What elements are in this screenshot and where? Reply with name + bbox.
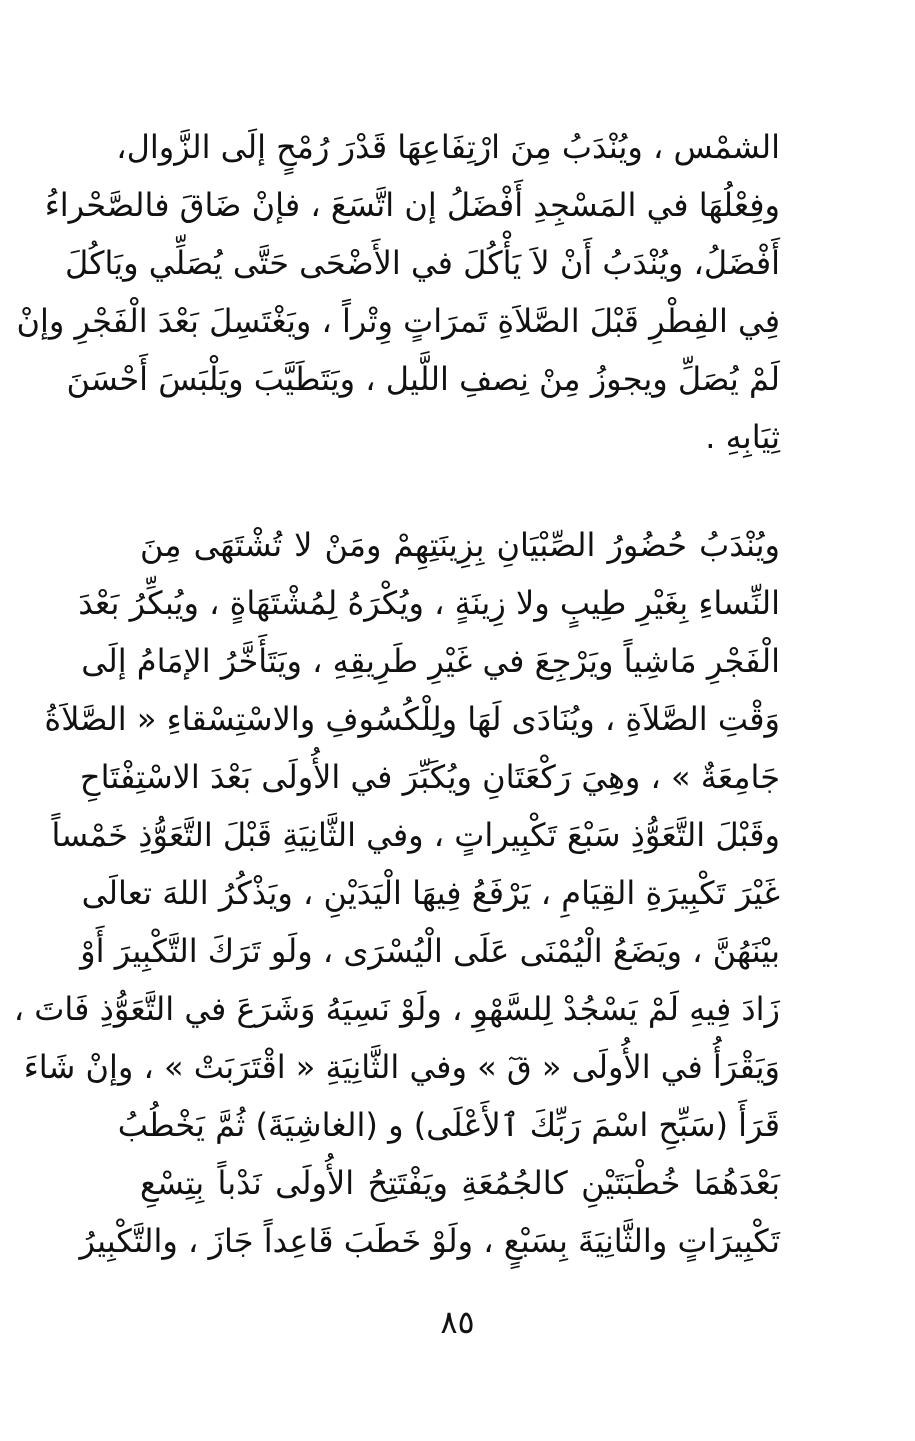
text-line: فِي الفِطْرِ قَبْلَ الصَّلاَةِ تَمرَاتٍ وِتْراً ، ويَغْتَسِلَ بَعْدَ الْفَجْرِ وإنْ (16, 302, 780, 340)
text-line: زَادَ فِيهِ لَمْ يَسْجُدْ لِلسَّهْوِ ، ولَوْ نَسِيَهُ وَشَرَعَ في التَّعَوُّذِ فَاتَ ، (13, 990, 780, 1028)
paragraph-2 (13, 516, 780, 1270)
text-line: الْفَجْرِ مَاشِياً ويَرْجِعَ في غَيْرِ طَرِيقِهِ ، ويَتَأَخَّرُ الإمَامُ إلَى (81, 642, 780, 680)
text-line: جَامِعَةٌ » ، وهِيَ رَكْعَتَانِ ويُكَبِّرَ في الأُولَى بَعْدَ الاسْتِفْتَاحِ (79, 758, 780, 796)
text-line: بَعْدَهُمَا خُطْبَتَيْنِ كالجُمُعَةِ ويَفْتَتِحُ الأُولَى نَدْباً بِتِسْعِ (140, 1164, 780, 1202)
page-number: ٨٥ (440, 1303, 475, 1341)
text-line: غَيْرَ تَكْبِيرَةِ القِيَامِ ، يَرْفَعُ فِيهَا الْيَدَيْنِ ، ويَذْكُرُ اللهَ تعالَى (81, 874, 780, 912)
text-line: تَكْبِيرَاتٍ والثَّانِيَةَ بِسَبْعٍ ، ولَوْ خَطَبَ قَاعِداً جَازَ ، والتَّكْبِيرُ (79, 1222, 780, 1260)
text-line: ثِيَابِهِ . (705, 418, 780, 456)
text-line: وقَبْلَ التَّعَوُّذِ سَبْعَ تَكْبِيراتٍ ، وفي الثَّانِيَةِ قَبْلَ التَّعَوُّذِ خَمْساً (51, 816, 780, 854)
text-line: قَرَأَ (سَبِّحِ اسْمَ رَبِّكَ ٱلأَعْلَى) و (الغاشِيَةَ) ثُمَّ يَخْطُبُ (117, 1106, 780, 1144)
text-line: وَقْتِ الصَّلاَةِ ، ويُنَادَى لَهَا ولِلْكُسُوفِ والاسْتِسْقاءِ « الصَّلاَةُ (44, 700, 780, 738)
text-line: وَيَقْرَأُ في الأُولَى « قٓ » وفي الثَّانِيَةِ « اقْتَرَبَتْ » ، وإنْ شَاءَ (23, 1048, 780, 1086)
text-line: الشمْس ، ويُنْدَبُ مِنَ ارْتِفَاعِهَا قَدْرَ رُمْحٍ إلَى الزَّوال، (116, 128, 780, 166)
text-line: أَفْضَلُ، ويُنْدَبُ أَنْ لاَ يَأْكُلَ في الأَضْحَى حَتَّى يُصَلِّي ويَاكُلَ (65, 244, 780, 282)
text-line: النِّساءِ بِغَيْرِ طِيبٍ ولا زِينَةٍ ، ويُكْرَهُ لِمُشْتَهَاةٍ ، ويُبكِّرُ بَعْدَ (78, 584, 780, 622)
paragraph-1 (16, 118, 780, 466)
text-line: وفِعْلُهَا في المَسْجِدِ أَفْضَلُ إن اتَّسَعَ ، فإنْ ضَاقَ فالصَّحْراءُ (44, 186, 780, 224)
text-line: بيْنَهُنَّ ، ويَضَعُ الْيُمْنَى عَلَى الْيُسْرَى ، ولَو تَرَكَ التَّكْبِيرَ أَوْ (80, 932, 780, 970)
text-line: ويُنْدَبُ حُضُورُ الصِّبْيَانِ بِزِينَتِهِمْ ومَنْ لا تُشْتَهَى مِنَ (140, 526, 780, 564)
text-line: لَمْ يُصَلِّ ويجوزُ مِنْ نِصفِ اللَّيل ، ويَتَطَيَّبَ ويَلْبَسَ أَحْسَنَ (66, 360, 780, 398)
